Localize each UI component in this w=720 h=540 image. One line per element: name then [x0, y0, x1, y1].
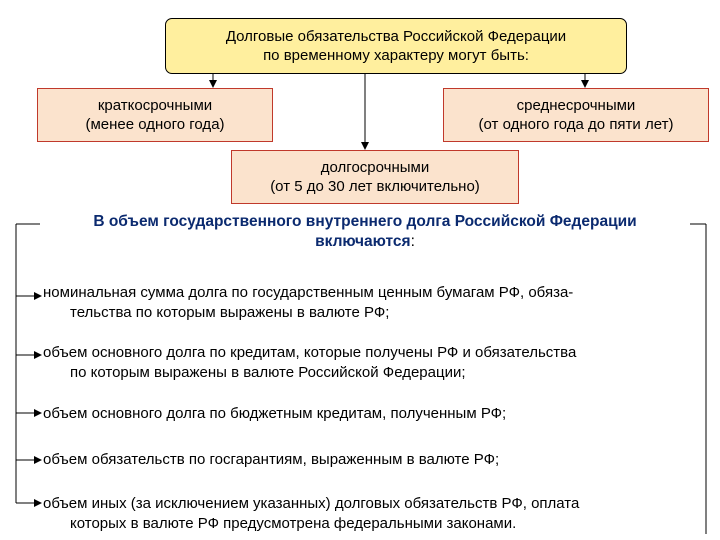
- long-term-box: [231, 150, 519, 204]
- inclusion-heading-line-1: В объем государственного внутреннего долга Российской Федерации: [93, 213, 637, 230]
- list-item-line-1: номинальная сумма долга по государственным ценным бумагам РФ, обяза-: [43, 284, 574, 301]
- short-term-box: [37, 88, 273, 142]
- list-item: [43, 404, 693, 424]
- list-item: [43, 450, 693, 470]
- inclusion-heading-word: включаются: [315, 233, 411, 250]
- list-item-line-1: объем основного долга по бюджетным кредитам, полученным РФ;: [43, 405, 507, 422]
- list-item-line-1: объем основного долга по кредитам, которые получены РФ и обязательства: [43, 344, 577, 361]
- short-term-title: краткосрочными: [97, 97, 213, 114]
- long-term-detail: (от 5 до 30 лет включительно): [270, 178, 480, 195]
- list-item-line-1: объем обязательств по госгарантиям, выраженным в валюте РФ;: [43, 451, 500, 468]
- short-term-detail: (менее одного года): [85, 116, 225, 133]
- header-line-2: по временному характеру могут быть:: [263, 47, 529, 64]
- list-item: [43, 343, 693, 383]
- list-item-line-2: которых в валюте РФ предусмотрена федеральными законами.: [70, 515, 517, 532]
- inclusion-heading-colon: :: [410, 233, 415, 250]
- inclusion-heading-line-2: [40, 232, 690, 252]
- medium-term-box: [443, 88, 709, 142]
- list-item: [43, 283, 693, 323]
- list-item-line-1: объем иных (за исключением указанных) долговых обязательств РФ, оплата: [43, 495, 580, 512]
- list-item: [43, 494, 693, 534]
- list-item-line-2: тельства по которым выражены в валюте РФ;: [70, 304, 390, 321]
- debt-types-header-box: [165, 18, 627, 74]
- medium-term-title: среднесрочными: [516, 97, 636, 114]
- long-term-title: долгосрочными: [320, 159, 430, 176]
- medium-term-detail: (от одного года до пяти лет): [478, 116, 674, 133]
- list-item-line-2: по которым выражены в валюте Российской Федерации;: [70, 364, 466, 381]
- inclusion-heading: [40, 212, 690, 252]
- header-line-1: Долговые обязательства Российской Федерации: [225, 28, 567, 45]
